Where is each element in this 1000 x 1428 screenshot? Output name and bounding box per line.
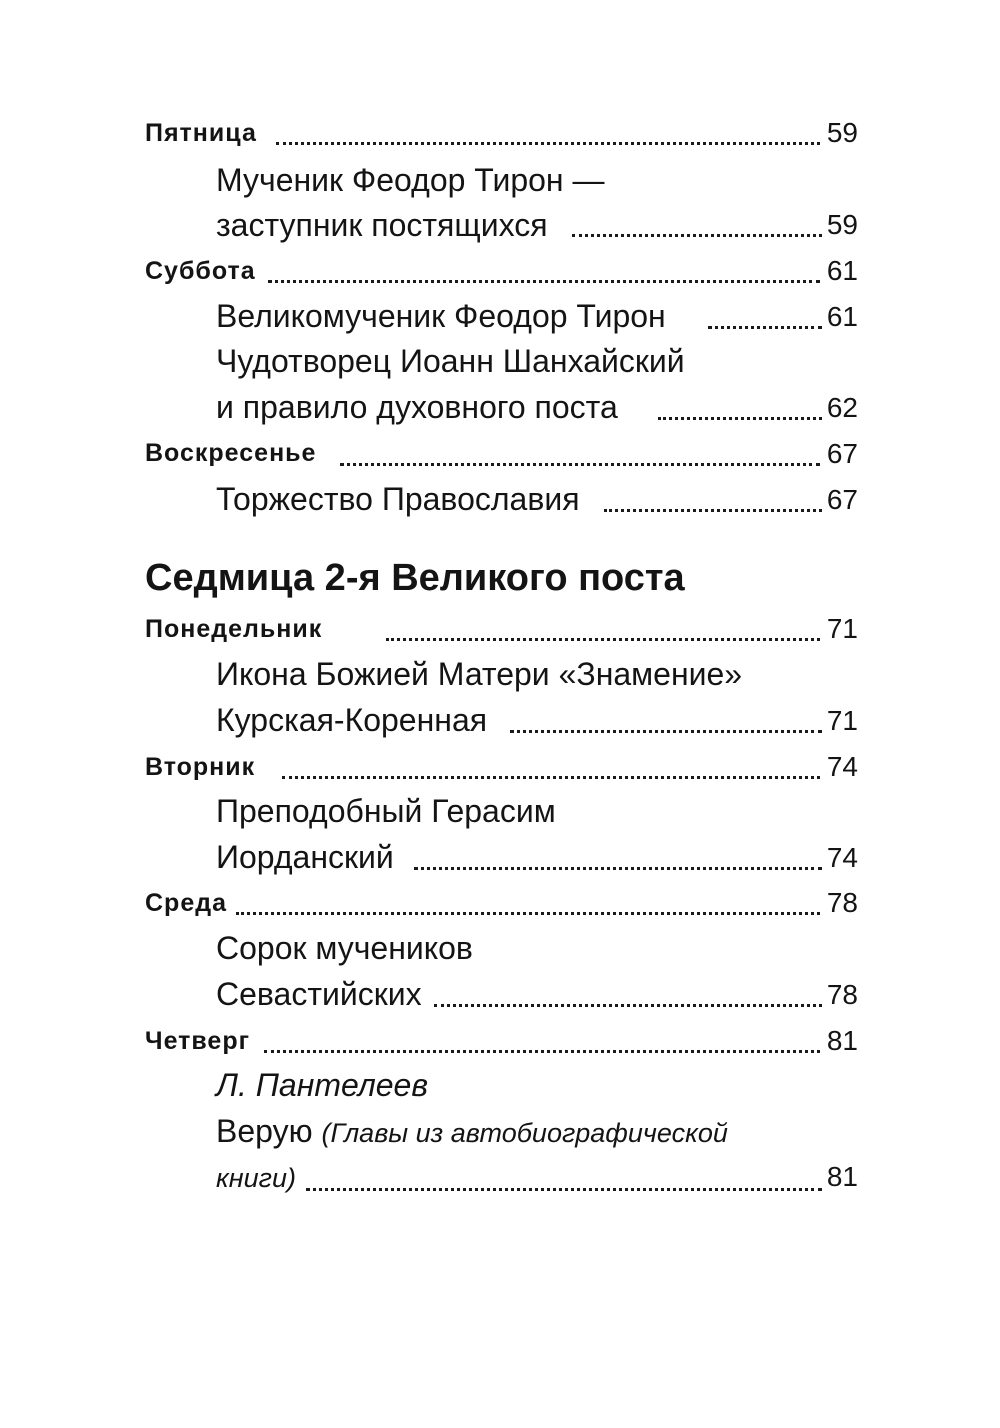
section-heading: Седмица 2-я Великого поста (145, 557, 685, 599)
dot-leader (658, 417, 822, 420)
toc-entry-title[interactable] (216, 1111, 728, 1153)
page-number: 78 (826, 979, 858, 1010)
dot-leader (306, 1188, 822, 1191)
toc-day-sunday[interactable]: Воскресенье (145, 439, 317, 467)
dot-leader (572, 234, 822, 237)
dot-leader (510, 730, 822, 733)
dot-leader (708, 326, 822, 329)
dot-leader (604, 509, 822, 512)
dot-leader (268, 280, 820, 283)
entry-subtitle: книги) (216, 1163, 296, 1193)
toc-entry-title[interactable]: и правило духовного поста (216, 389, 618, 425)
toc-entry-title[interactable]: Курская-Коренная (216, 702, 488, 738)
page-number: 74 (826, 751, 858, 782)
toc-entry-subtitle[interactable] (216, 1156, 296, 1198)
page-number: 71 (826, 613, 858, 644)
toc-day-monday[interactable]: Понедельник (145, 615, 323, 643)
toc-entry-title[interactable]: Иорданский (216, 839, 394, 875)
entry-subtitle: (Главы из автобиографической (321, 1118, 728, 1148)
toc-entry-title[interactable]: Сорок мучеников (216, 930, 473, 966)
dot-leader (264, 1050, 820, 1053)
page-number: 67 (826, 438, 858, 469)
dot-leader (340, 463, 820, 466)
dot-leader (276, 142, 820, 145)
page-number: 59 (826, 117, 858, 148)
toc-entry-title[interactable]: Чудотворец Иоанн Шанхайский (216, 343, 685, 379)
page-number: 81 (826, 1161, 858, 1192)
toc-entry-title[interactable]: Мученик Феодор Тирон — (216, 162, 605, 198)
toc-day-friday[interactable]: Пятница (145, 119, 257, 147)
dot-leader (386, 638, 820, 641)
page-number: 62 (826, 392, 858, 423)
toc-entry-title[interactable]: Икона Божией Матери «Знамение» (216, 656, 743, 692)
toc-day-thursday[interactable]: Четверг (145, 1027, 251, 1055)
toc-entry-title[interactable]: Великомученик Феодор Тирон (216, 298, 666, 334)
dot-leader (282, 776, 820, 779)
page-number: 81 (826, 1025, 858, 1056)
page-number: 71 (826, 705, 858, 736)
page-number: 78 (826, 887, 858, 918)
dot-leader (434, 1004, 822, 1007)
page-number: 67 (826, 484, 858, 515)
page-number: 61 (826, 301, 858, 332)
toc-entry-title[interactable]: Преподобный Герасим (216, 793, 556, 829)
entry-title-text: Верую (216, 1113, 313, 1149)
toc-entry-title[interactable]: Севастийских (216, 976, 422, 1012)
toc-day-wednesday[interactable]: Среда (145, 889, 228, 917)
page-number: 61 (826, 255, 858, 286)
toc-entry-title[interactable]: заступник постящихся (216, 207, 548, 243)
toc-day-saturday[interactable]: Суббота (145, 257, 256, 285)
page-number: 74 (826, 842, 858, 873)
toc-entry-author: Л. Пантелеев (216, 1067, 429, 1103)
dot-leader (236, 912, 820, 915)
dot-leader (414, 867, 822, 870)
toc-day-tuesday[interactable]: Вторник (145, 753, 256, 781)
page-number: 59 (826, 209, 858, 240)
toc-entry-title[interactable]: Торжество Православия (216, 481, 580, 517)
